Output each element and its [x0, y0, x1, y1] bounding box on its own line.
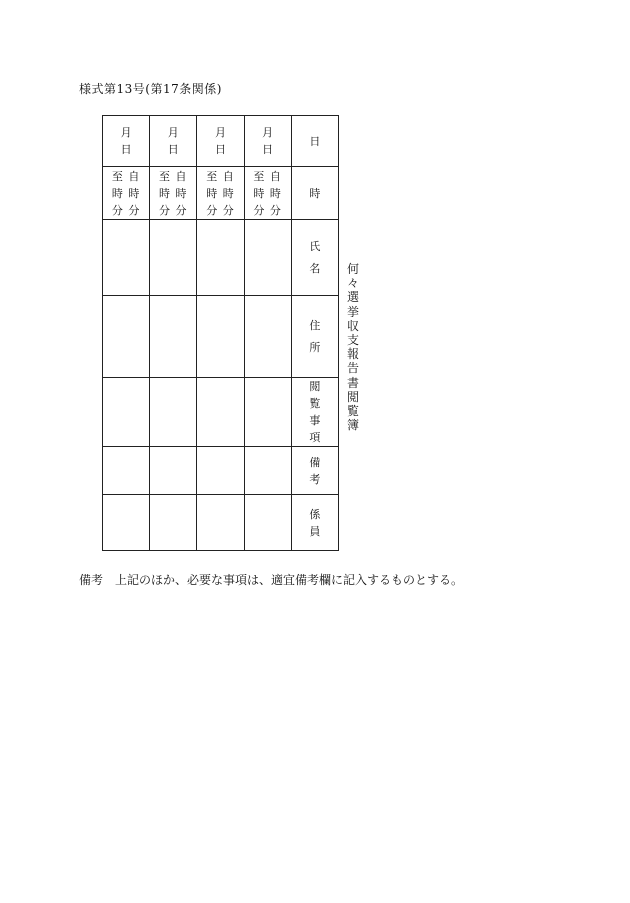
book-title-char: 閲 — [346, 389, 359, 404]
notes-cell[interactable] — [103, 447, 150, 495]
reading-items-cell[interactable] — [103, 378, 150, 447]
time-label: 時 — [291, 167, 338, 220]
clerk-cell[interactable] — [244, 495, 291, 551]
time-cell: 至 自 時 時 分 分 — [103, 167, 150, 220]
date-cell: 月 日 — [244, 116, 291, 167]
address-cell[interactable] — [244, 296, 291, 378]
book-title-char: 告 — [346, 361, 359, 376]
time-cell: 至 自 時 時 分 分 — [197, 167, 244, 220]
footnote-text: 上記のほか、必要な事項は、適宜備考欄に記入するものとする。 — [115, 573, 464, 587]
clerk-cell[interactable] — [150, 495, 197, 551]
reading-items-cell[interactable] — [244, 378, 291, 447]
address-cell[interactable] — [197, 296, 244, 378]
name-row — [103, 220, 339, 296]
footnote-label: 備考 — [79, 573, 104, 587]
clerk-cell[interactable] — [103, 495, 150, 551]
book-title-char: 書 — [346, 375, 359, 390]
form-number: 様式第13号(第17条関係) — [79, 82, 222, 96]
address-cell[interactable] — [150, 296, 197, 378]
clerk-cell[interactable] — [197, 495, 244, 551]
book-title-char: 簿 — [346, 418, 359, 433]
book-title-char: 覧 — [346, 404, 359, 419]
clerk-label: 係 員 — [291, 495, 338, 551]
name-cell[interactable] — [244, 220, 291, 296]
date-cell: 月 日 — [103, 116, 150, 167]
notes-label: 備 考 — [291, 447, 338, 495]
address-label: 住 所 — [291, 296, 338, 378]
clerk-row — [103, 495, 339, 551]
name-cell[interactable] — [197, 220, 244, 296]
notes-cell[interactable] — [150, 447, 197, 495]
reading-items-row — [103, 378, 339, 447]
notes-cell[interactable] — [197, 447, 244, 495]
address-cell[interactable] — [103, 296, 150, 378]
book-title-char: 報 — [346, 347, 359, 362]
time-cell: 至 自 時 時 分 分 — [244, 167, 291, 220]
date-cell: 月 日 — [150, 116, 197, 167]
time-cell: 至 自 時 時 分 分 — [150, 167, 197, 220]
date-row — [103, 116, 339, 167]
name-cell[interactable] — [103, 220, 150, 296]
time-row — [103, 167, 339, 220]
footnote — [79, 571, 463, 588]
book-title-char: 挙 — [346, 304, 359, 319]
book-title-char: 収 — [346, 318, 359, 333]
book-title-char: 選 — [346, 290, 359, 305]
name-label: 氏 名 — [291, 220, 338, 296]
book-title-char: 何 — [346, 262, 359, 276]
book-title-char: 々 — [346, 276, 359, 291]
notes-cell[interactable] — [244, 447, 291, 495]
address-row — [103, 296, 339, 378]
reading-items-cell[interactable] — [197, 378, 244, 447]
reading-items-label: 閲 覧 事 項 — [291, 378, 338, 447]
reading-items-cell[interactable] — [150, 378, 197, 447]
name-cell[interactable] — [150, 220, 197, 296]
book-title-char: 支 — [346, 333, 359, 348]
book-title — [346, 262, 360, 432]
notes-row — [103, 447, 339, 495]
reading-register-table — [102, 115, 339, 551]
date-label: 日 — [291, 116, 338, 167]
date-cell: 月 日 — [197, 116, 244, 167]
